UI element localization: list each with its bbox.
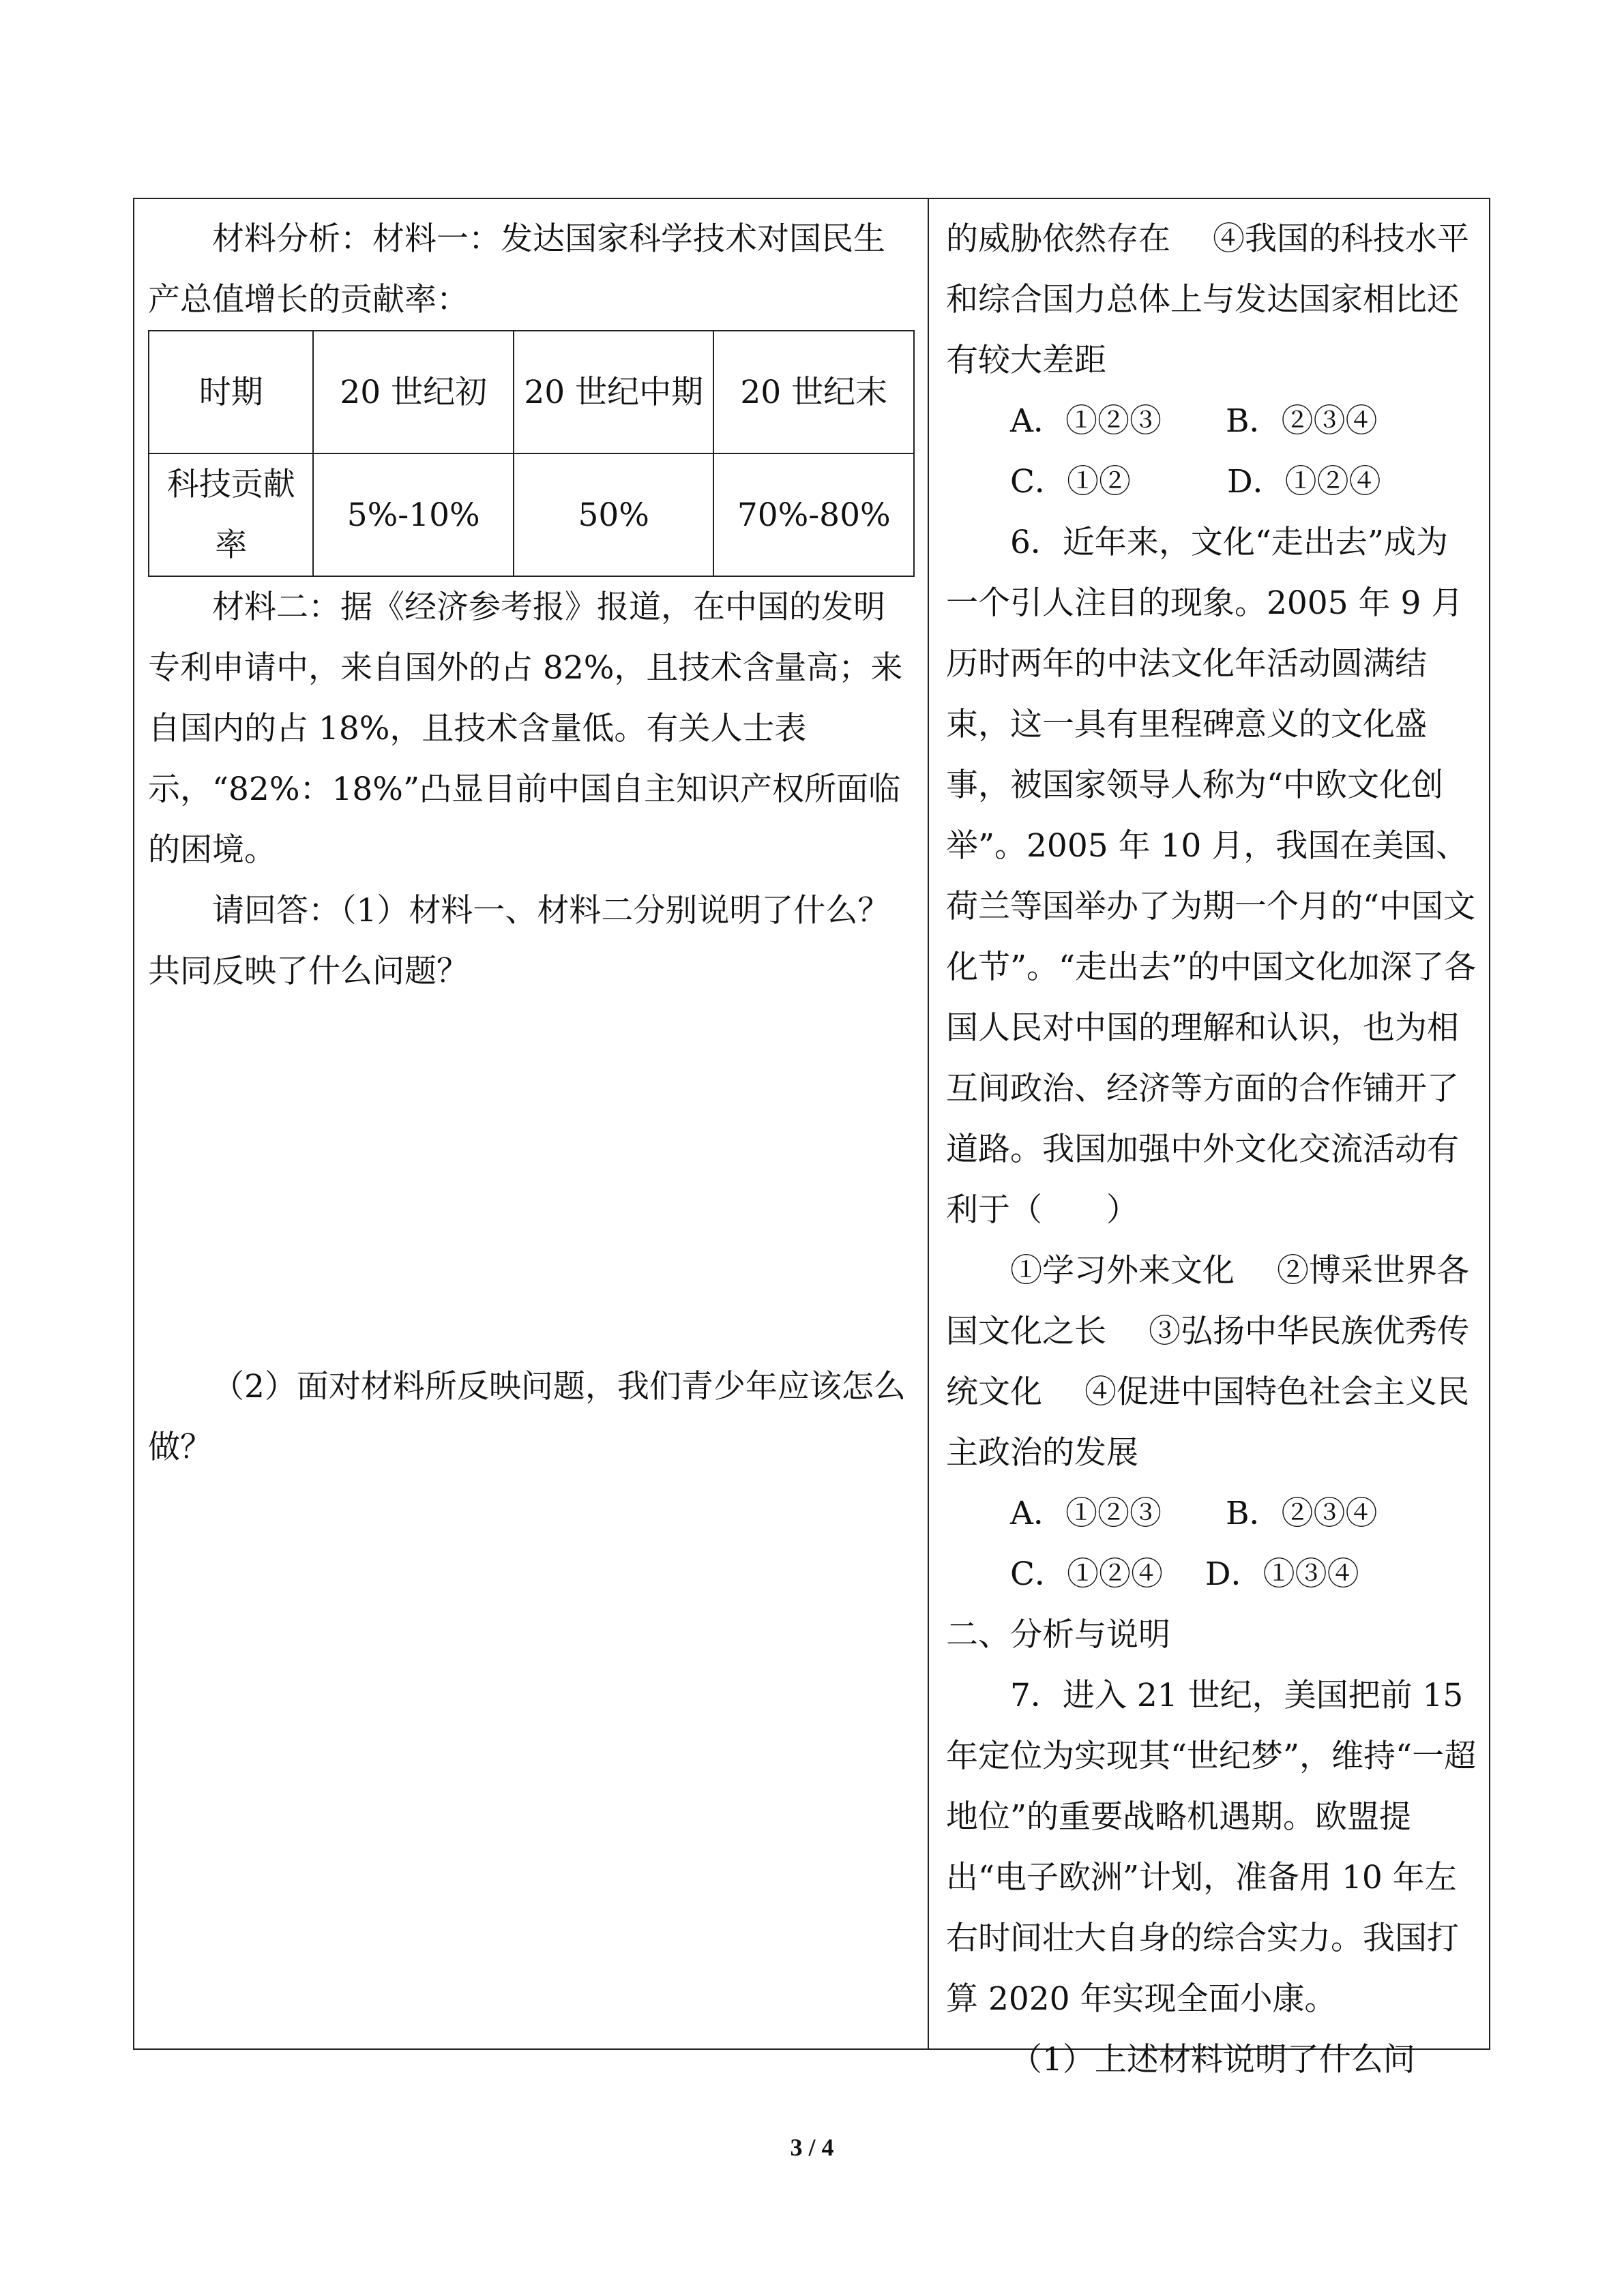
table-header-row xyxy=(149,331,914,453)
header-mid: 20 世纪中期 xyxy=(514,331,714,453)
q7-stem: 7．进入 21 世纪，美国把前 15 年定位为实现其“世纪梦”，维持“一超地位”的重要战略机遇期。欧盟提出“电子欧洲”计划，准备用 10 年左右时间壮大自身的综合实力。我国打算 2020 年实现全面小康。 xyxy=(946,1677,1477,2018)
value-late: 70%-80% xyxy=(713,453,914,576)
contribution-table xyxy=(148,330,915,577)
material-intro: 材料分析：材料一：发达国家科学技术对国民生产总值增长的贡献率： xyxy=(148,220,885,318)
value-early: 5%-10% xyxy=(313,453,514,576)
page-number: 3 / 4 xyxy=(790,2134,834,2161)
table-row xyxy=(149,453,914,576)
worksheet-frame xyxy=(133,198,1490,2078)
q5-options-row2: C．①② D．①②④ xyxy=(1010,463,1381,501)
left-column xyxy=(148,209,915,1478)
question-two: （2）面对材料所反映问题，我们青少年应该怎么做？ xyxy=(148,1368,906,1466)
right-column xyxy=(946,209,1478,2090)
value-mid: 50% xyxy=(514,453,714,576)
q6-options-row1: A．①②③ B．②③④ xyxy=(1010,1495,1378,1532)
header-late: 20 世纪末 xyxy=(713,331,914,453)
question-one: 请回答：（1）材料一、材料二分别说明了什么？共同反映了什么问题？ xyxy=(148,892,890,990)
header-early: 20 世纪初 xyxy=(313,331,514,453)
q6-items: ①学习外来文化 ②博采世界各国文化之长 ③弘扬中华民族优秀传统文化 ④促进中国特色社会主义民主政治的发展 xyxy=(946,1252,1469,1472)
material-two: 材料二：据《经济参考报》报道，在中国的发明专利申请中，来自国外的占 82%，且技术含量高；来自国内的占 18%，且技术含量低。有关人士表示，“82%：18%”凸显目前中国自主知识产权所面临的困境。 xyxy=(148,588,903,869)
section-heading: 二、分析与说明 xyxy=(946,1616,1170,1654)
q5-options-row1: A．①②③ B．②③④ xyxy=(1010,402,1378,440)
row-label: 科技贡献率 xyxy=(149,453,313,576)
q6-stem: 6．近年来，文化“走出去”成为一个引人注目的现象。2005 年 9 月历时两年的中法文化年活动圆满结束，这一具有里程碑意义的文化盛事，被国家领导人称为“中欧文化创举”。2005 年 10 月，我国在美国、荷兰等国举办了为期一个月的“中国文化节”。“走出去”的中国文化加深了各国人民对中国的理解和认识，也为相互间政治、经济等方面的合作铺开了道路。我国加强中外文化交流活动有利于（ ） xyxy=(946,524,1477,1229)
q6-options-row2: C．①②④ D．①③④ xyxy=(1010,1555,1359,1593)
q7-subquestion: （1）上述材料说明了什么问 xyxy=(1010,2041,1415,2078)
header-period: 时期 xyxy=(149,331,313,453)
q5-continuation: 的威胁依然存在 ④我国的科技水平和综合国力总体上与发达国家相比还有较大差距 xyxy=(946,220,1469,379)
answer-space-one xyxy=(148,1002,915,1356)
column-divider xyxy=(928,199,929,2048)
